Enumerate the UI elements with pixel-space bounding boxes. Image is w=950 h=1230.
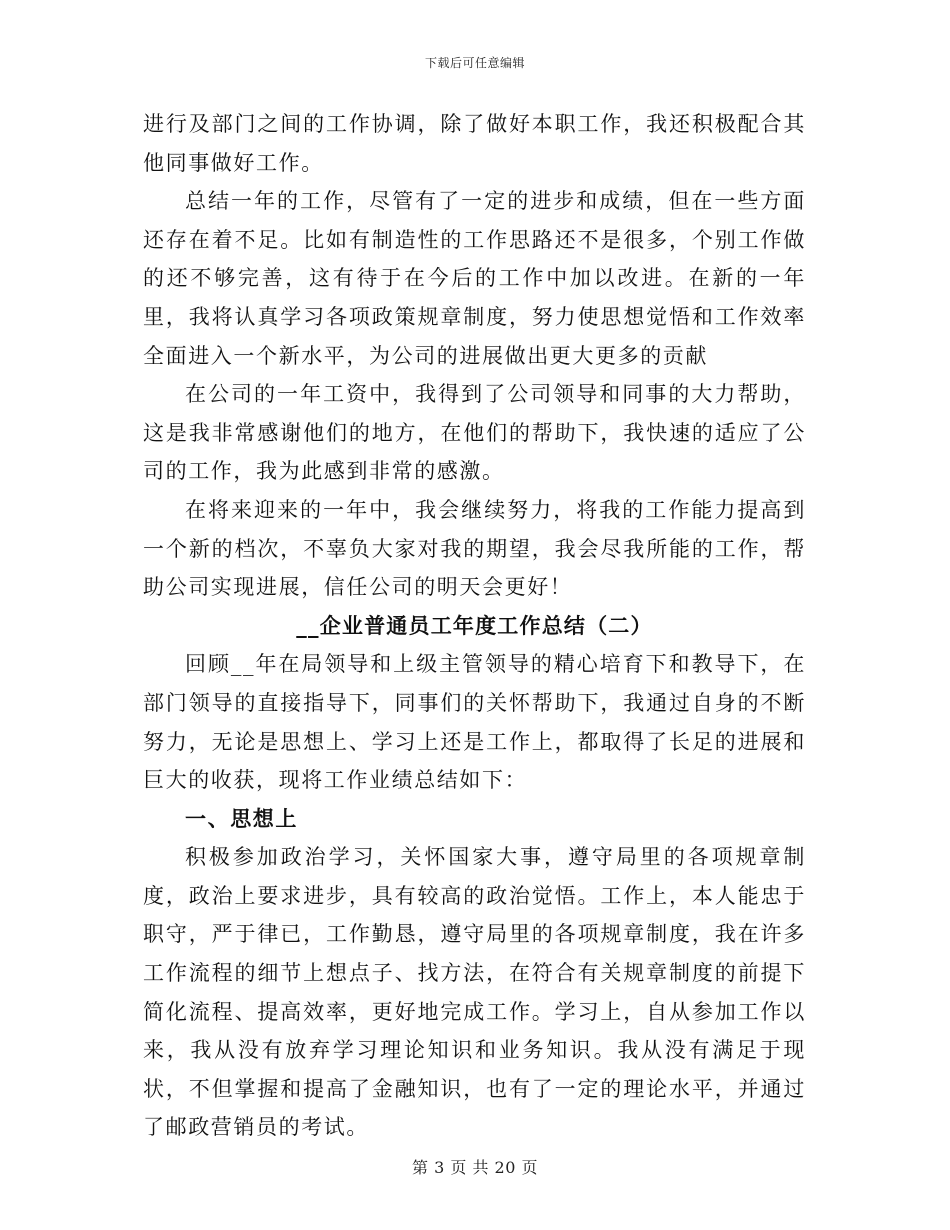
page-number-footer: 第 3 页 共 20 页 [412,1158,538,1177]
paragraph-continuation: 进行及部门之间的工作协调，除了做好本职工作，我还积极配合其他同事做好工作。 [143,112,806,175]
paragraph-gratitude: 在公司的一年工资中，我得到了公司领导和同事的大力帮助，这是我非常感谢他们的地方，在他们的帮助下，我快速的适应了公司的工作，我为此感到非常的感激。 [143,382,806,484]
paragraph-review-intro: 回顾__年在局领导和上级主管领导的精心培育下和教导下，在部门领导的直接指导下，同事们的关怀帮助下，我通过自身的不断努力，无论是思想上、学习上还是工作上，都取得了长足的进展和巨大的收获，现将工作业绩总结如下： [143,652,806,793]
paragraph-ideology-details: 积极参加政治学习，关怀国家大事，遵守局里的各项规章制度，政治上要求进步，具有较高的政治觉悟。工作上，本人能忠于职守，严于律已，工作勤恳，遵守局里的各项规章制度，我在许多工作流程的细节上想点子、找方法，在符合有关规章制度的前提下简化流程、提高效率，更好地完成工作。学习上，自从参加工作以来，我从没有放弃学习理论知识和业务知识。我从没有满足于现状，不但掌握和提高了金融知识，也有了一定的理论水平，并通过了邮政营销员的考试。 [143,845,806,1140]
header-note: 下载后可任意编辑 [424,56,525,70]
document-body [143,105,806,1147]
section-title: __企业普通员工年度工作总结（二） [296,612,653,638]
paragraph-outlook: 在将来迎来的一年中，我会继续努力，将我的工作能力提高到一个新的档次，不辜负大家对我的期望，我会尽我所能的工作，帮助公司实现进展，信任公司的明天会更好！ [143,497,806,600]
paragraph-summary-shortcomings: 总结一年的工作，尽管有了一定的进步和成绩，但在一些方面还存在着不足。比如有制造性的工作思路还不是很多，个别工作做的还不够完善，这有待于在今后的工作中加以改进。在新的一年里，我将认真学习各项政策规章制度，努力使思想觉悟和工作效率全面进入一个新水平，为公司的进展做出更大更多的贡献 [143,189,806,368]
sub-heading-ideology: 一、思想上 [185,805,298,831]
